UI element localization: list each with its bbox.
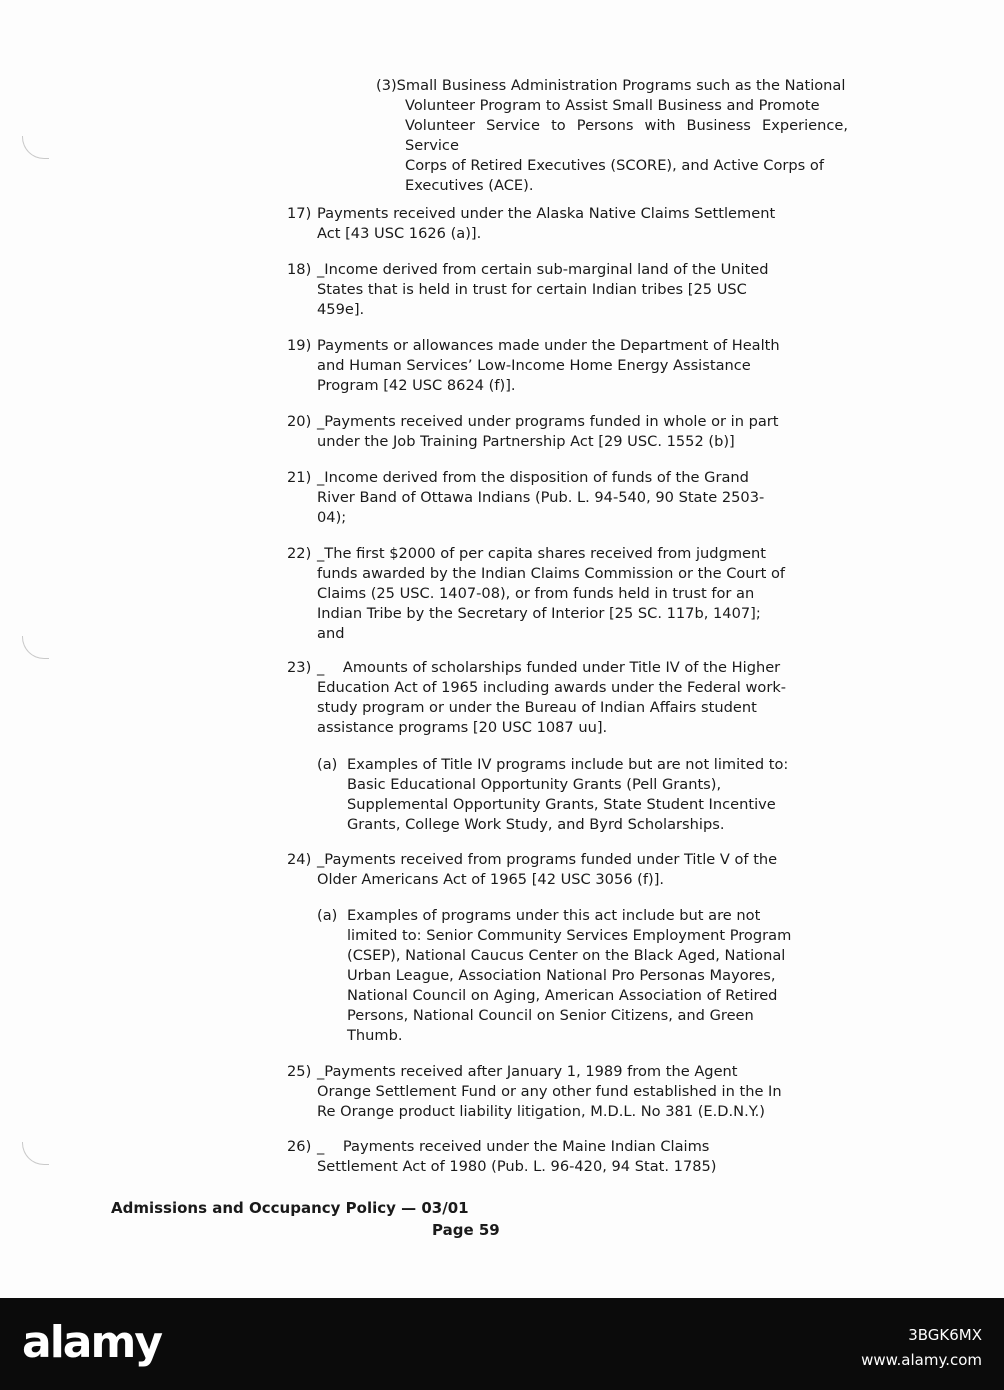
item-line: _Income derived from the disposition of funds of the Grand: [317, 469, 749, 486]
item-line: River Band of Ottawa Indians (Pub. L. 94-540, 90 State 2503-: [317, 489, 765, 506]
item-line: _Payments received from programs funded under Title V of the: [317, 851, 778, 868]
sub-item-line: (CSEP), National Caucus Center on the Black Aged, National: [347, 947, 786, 964]
list-item-22: [287, 544, 787, 644]
item-line: Re Orange product liability litigation, M.D.L. No 381 (E.D.N.Y.): [317, 1103, 766, 1120]
sub-item-line: Basic Educational Opportunity Grants (Pell Grants),: [347, 776, 722, 793]
sub-item-line: Supplemental Opportunity Grants, State Student Incentive: [347, 796, 776, 813]
item-line: assistance programs [20 USC 1087 uu].: [317, 719, 608, 736]
item-line: 459e].: [317, 301, 365, 318]
sub-item-24a: [317, 906, 792, 1046]
item-line: Claims (25 USC. 1407-08), or from funds held in trust for an: [317, 585, 755, 602]
sub-item-line: Examples of programs under this act include but are not: [347, 907, 761, 924]
binder-hole-mark: [22, 636, 49, 659]
item-line: _Payments received after January 1, 1989 from the Agent: [317, 1063, 738, 1080]
binder-hole-mark: [22, 1142, 49, 1165]
alamy-logo: alamy: [22, 1317, 161, 1368]
item-line: _Payments received under programs funded in whole or in part: [317, 413, 779, 430]
binder-hole-mark: [22, 136, 49, 159]
subsection-line: Corps of Retired Executives (SCORE), and Active Corps of: [405, 157, 824, 174]
sub-item-line: National Council on Aging, American Association of Retired: [347, 987, 778, 1004]
item-number: 18): [287, 261, 312, 278]
list-item-24: [287, 850, 787, 890]
item-line: Settlement Act of 1980 (Pub. L. 96-420, 94 Stat. 1785): [317, 1158, 717, 1175]
subsection-line: Volunteer Program to Assist Small Business and Promote: [405, 97, 820, 114]
item-number: 24): [287, 851, 312, 868]
item-line: and Human Services’ Low-Income Home Energy Assistance: [317, 357, 751, 374]
footer-page-number: Page 59: [432, 1221, 500, 1239]
subsection-line: Volunteer Service to Persons with Business Experience, Service: [405, 117, 848, 154]
item-line: _The first $2000 of per capita shares received from judgment: [317, 545, 766, 562]
item-number: 20): [287, 413, 312, 430]
item-number: 17): [287, 205, 312, 222]
item-line: Program [42 USC 8624 (f)].: [317, 377, 516, 394]
item-line: Orange Settlement Fund or any other fund established in the In: [317, 1083, 782, 1100]
list-item-21: [287, 468, 787, 528]
item-number: 25): [287, 1063, 312, 1080]
list-item-23: [287, 658, 787, 738]
sub-item-line: Examples of Title IV programs include but are not limited to:: [347, 756, 789, 773]
footer-policy-title: Admissions and Occupancy Policy — 03/01: [111, 1199, 469, 1217]
sub-item-line: Grants, College Work Study, and Byrd Scholarships.: [347, 816, 725, 833]
list-item-25: [287, 1062, 787, 1122]
item-line: Payments received under the Alaska Native Claims Settlement: [317, 205, 776, 222]
list-item-26: [287, 1137, 787, 1177]
site-url-label: www.alamy.com: [861, 1351, 982, 1369]
item-line: Education Act of 1965 including awards under the Federal work-: [317, 679, 787, 696]
item-line: Payments or allowances made under the Department of Health: [317, 337, 780, 354]
item-line: 04);: [317, 509, 347, 526]
item-number: 23): [287, 659, 312, 676]
list-item-17: [287, 204, 787, 244]
subsection-lead-line: (3)Small Business Administration Programs such as the National: [376, 77, 846, 94]
item-line: study program or under the Bureau of Indian Affairs student: [317, 699, 757, 716]
sub-item-line: Urban League, Association National Pro Personas Mayores,: [347, 967, 776, 984]
sub-item-letter: (a): [317, 756, 338, 773]
sub-item-line: limited to: Senior Community Services Employment Program: [347, 927, 792, 944]
item-number: 22): [287, 545, 312, 562]
sub-item-23a: [317, 755, 792, 835]
item-line: Indian Tribe by the Secretary of Interior [25 SC. 117b, 1407];: [317, 605, 761, 622]
item-number: 19): [287, 337, 312, 354]
sub-item-line: Persons, National Council on Senior Citizens, and Green: [347, 1007, 754, 1024]
subsection-line: Executives (ACE).: [405, 177, 534, 194]
list-item-18: [287, 260, 787, 320]
item-number: 26): [287, 1138, 312, 1155]
item-line: _Income derived from certain sub-marginal land of the United: [317, 261, 769, 278]
item-line: _ Amounts of scholarships funded under Title IV of the Higher: [317, 659, 781, 676]
list-item-20: [287, 412, 787, 452]
item-number: 21): [287, 469, 312, 486]
item-line: under the Job Training Partnership Act [29 USC. 1552 (b)]: [317, 433, 735, 450]
item-line: States that is held in trust for certain Indian tribes [25 USC: [317, 281, 747, 298]
sub-item-letter: (a): [317, 907, 338, 924]
image-id-label: 3BGK6MX: [908, 1326, 982, 1344]
sub-item-line: Thumb.: [347, 1027, 403, 1044]
item-line: Older Americans Act of 1965 [42 USC 3056 (f)].: [317, 871, 665, 888]
item-line: _ Payments received under the Maine Indian Claims: [317, 1138, 710, 1155]
item-line: and: [317, 625, 345, 642]
list-item-19: [287, 336, 787, 396]
item-line: Act [43 USC 1626 (a)].: [317, 225, 482, 242]
item-line: funds awarded by the Indian Claims Commission or the Court of: [317, 565, 786, 582]
subsection-paragraph: [376, 76, 848, 196]
